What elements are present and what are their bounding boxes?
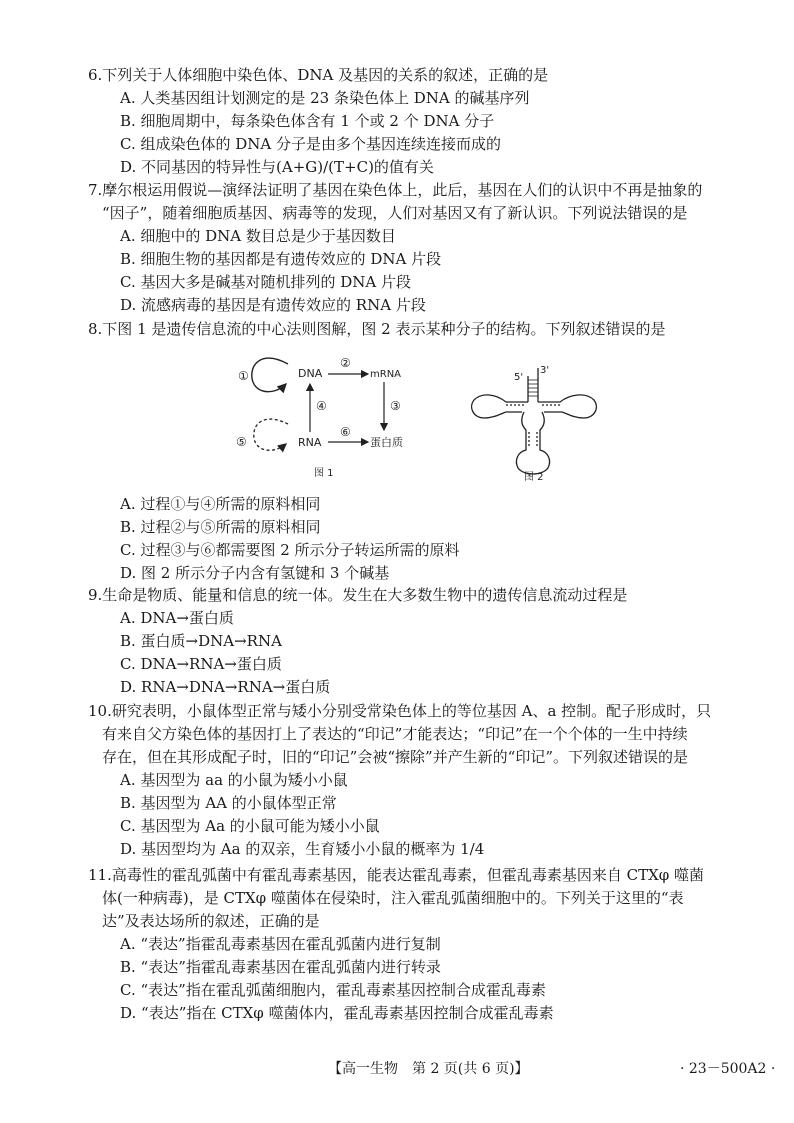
label-process-4: ④ [316,399,327,413]
option-a: A. 过程①与④所需的原料相同 [120,495,321,513]
question-8-options [88,493,778,585]
question-stem-continued: 体(一种病毒)，是 CTXφ 噬菌体在侵染时，注入霍乱弧菌细胞中的。下列关于这里的“表 [102,889,684,907]
option-d: D. “表达”指在 CTXφ 噬菌体内，霍乱毒素基因控制合成霍乱毒素 [120,1004,554,1022]
label-process-3: ③ [390,399,401,413]
option-a: A. “表达”指霍乱毒素基因在霍乱弧菌内进行复制 [120,935,441,953]
question-stem-continued: 存在，但在其形成配子时，旧的“印记”会被“擦除”并产生新的“印记”。下列叙述错误的是 [102,748,689,766]
option-d: D. 图 2 所示分子内含有氢键和 3 个碱基 [120,564,390,582]
anticodon-arm [516,412,549,474]
d-arm [472,395,528,418]
t-arm [538,395,596,418]
label-rna: RNA [298,436,322,449]
option-c: C. “表达”指在霍乱弧菌细胞内，霍乱毒素基因控制合成霍乱毒素 [120,981,546,999]
trna-structure-diagram [462,364,612,482]
question-stem-continued: 有来自父方染色体的基因打上了表达的“印记”才能表达；“印记”在一个个体的一生中持续 [102,725,688,743]
label-5-prime: 5' [514,372,524,383]
option-c: C. 组成染色体的 DNA 分子是由多个基因连续连接而成的 [120,135,502,153]
question-9 [88,584,778,699]
option-b: B. 细胞生物的基因都是有遗传效应的 DNA 片段 [120,250,442,268]
label-dna: DNA [298,367,323,380]
rna-replication-loop-arrow [254,419,288,450]
option-d: D. 不同基因的特异性与(A+G)/(T+C)的值有关 [120,158,434,176]
option-c: C. 过程③与⑥都需要图 2 所示分子转运所需的原料 [120,541,460,559]
question-stem: 8.下图 1 是遗传信息流的中心法则图解，图 2 表示某种分子的结构。下列叙述错误的是 [88,320,666,338]
figure-2-caption: 图 2 [524,472,544,482]
central-dogma-diagram [222,350,432,482]
question-stem: 7.摩尔根运用假说—演绎法证明了基因在染色体上，此后，基因在人们的认识中不再是抽象的 [88,181,703,199]
question-11 [88,864,778,1025]
page-number: 【高一生物 第 2 页(共 6 页)】 [328,1061,529,1077]
question-8 [88,318,778,341]
question-7 [88,179,778,317]
label-process-2: ② [340,356,351,370]
question-stem: 6.下列关于人体细胞中染色体、DNA 及基因的关系的叙述，正确的是 [88,66,549,84]
option-b: B. 细胞周期中，每条染色体含有 1 个或 2 个 DNA 分子 [120,112,495,130]
question-stem: 11.高毒性的霍乱弧菌中有霍乱毒素基因，能表达霍乱毒素，但霍乱毒素基因来自 CTXφ 噬菌 [88,866,705,884]
label-protein: 蛋白质 [370,436,403,449]
option-c: C. DNA→RNA→蛋白质 [120,655,282,673]
question-10 [88,700,778,861]
label-process-6: ⑥ [340,425,351,439]
question-stem-continued: “因子”，随着细胞质基因、病毒等的发现，人们对基因又有了新认识。下列说法错误的是 [102,204,688,222]
label-process-5: ⑤ [236,435,247,449]
exam-code: · 23－500A2 · [680,1061,776,1077]
option-d: D. RNA→DNA→RNA→蛋白质 [120,678,331,696]
option-b: B. “表达”指霍乱毒素基因在霍乱弧菌内进行转录 [120,958,441,976]
option-d: D. 流感病毒的基因是有遗传效应的 RNA 片段 [120,296,426,314]
option-b: B. 基因型为 AA 的小鼠体型正常 [120,794,337,812]
replication-loop-arrow [252,358,288,392]
option-c: C. 基因型为 Aa 的小鼠可能为矮小小鼠 [120,817,380,835]
label-mrna: mRNA [370,369,402,380]
label-3-prime: 3' [540,365,550,376]
question-stem: 9.生命是物质、能量和信息的统一体。发生在大多数生物中的遗传信息流动过程是 [88,586,628,604]
option-b: B. 过程②与⑤所需的原料相同 [120,518,321,536]
figure-1-caption: 图 1 [314,468,334,479]
option-c: C. 基因大多是碱基对随机排列的 DNA 片段 [120,273,412,291]
option-a: A. 基因型为 aa 的小鼠为矮小小鼠 [120,771,348,789]
option-a: A. 人类基因组计划测定的是 23 条染色体上 DNA 的碱基序列 [120,89,530,107]
option-a: A. 细胞中的 DNA 数目总是少于基因数目 [120,227,396,245]
option-d: D. 基因型均为 Aa 的双亲，生育矮小小鼠的概率为 1/4 [120,840,485,858]
question-stem: 10.研究表明，小鼠体型正常与矮小分别受常染色体上的等位基因 A、a 控制。配子形成时，只 [88,702,712,720]
question-stem-continued: 达”及表达场所的叙述，正确的是 [102,912,320,930]
label-process-1: ① [238,369,249,383]
question-6 [88,64,778,179]
option-b: B. 蛋白质→DNA→RNA [120,632,282,650]
option-a: A. DNA→蛋白质 [120,609,234,627]
